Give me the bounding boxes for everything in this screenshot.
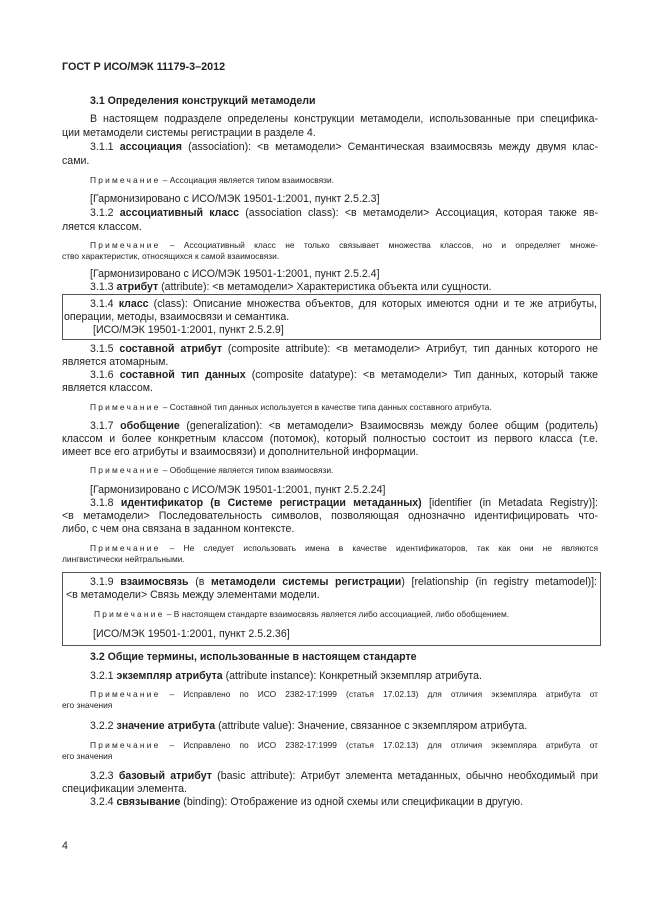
note-3-1-7: Примечание – Обобщение является типом взаимосвязи. (90, 465, 334, 475)
term-3-1-4-cont: операции, методы, взаимосвязи и семантика. (64, 311, 290, 323)
term-3-1-2-cont: ляется классом. (62, 221, 142, 233)
term-3-1-9-cont: <в метамодели> Связь между элементами модели. (66, 589, 320, 601)
ref-3-1-7: [Гармонизировано с ИСО/МЭК 19501-1:2001, пункт 2.5.2.24] (90, 484, 386, 496)
term-3-1-8: 3.1.8 идентификатор (в Системе регистрации метаданных) [identifier (in Metadata Registry)]: (90, 497, 598, 509)
note-3-2-2-cont: его значения (62, 751, 113, 761)
note-3-1-8-cont: лингвистически нейтральными. (62, 554, 185, 564)
term-3-1-7: 3.1.7 обобщение (generalization): <в метамодели> Взаимосвязь между более общим (родитель) (90, 420, 598, 432)
ref-3-1-9: [ИСО/МЭК 19501-1:2001, пункт 2.5.2.36] (93, 628, 290, 640)
term-3-1-6-cont: является классом. (62, 382, 153, 394)
term-3-1-8-cont-2: либо, с чем она связана в заданном контексте. (62, 523, 295, 535)
note-3-1-2: Примечание – Ассоциативный класс не только связывает множества классов, но и определяет множе- (90, 240, 598, 250)
term-3-1-1-cont: сами. (62, 155, 90, 167)
note-3-2-1-cont: его значения (62, 700, 113, 710)
term-3-1-7-cont-2: имеет все его атрибуты и взаимосвязи) и дополнительной информации. (62, 446, 419, 458)
page-number: 4 (62, 840, 68, 852)
term-3-1-9: 3.1.9 взаимосвязь (в метамодели системы регистрации) [relationship (in registry metamodel)]: (90, 576, 597, 588)
section-3-2-title: 3.2 Общие термины, использованные в настоящем стандарте (90, 651, 417, 663)
ref-3-1-1: [Гармонизировано с ИСО/МЭК 19501-1:2001, пункт 2.5.2.3] (90, 193, 380, 205)
intro-line-2: ции метамодели системы регистрации в разделе 4. (62, 127, 316, 139)
intro-line-1: В настоящем подразделе определены конструкции метамодели, использованные при специфика- (90, 113, 598, 125)
note-3-1-1: Примечание – Ассоциация является типом взаимосвязи. (90, 175, 335, 185)
note-3-1-2-cont: ство характеристик, относящихся к самой взаимосвязи. (62, 251, 280, 261)
term-3-2-3-cont: спецификации элемента. (62, 783, 187, 795)
term-3-2-2: 3.2.2 значение атрибута (attribute value): Значение, связанное с экземпляром атрибута. (90, 720, 528, 732)
note-3-2-2: Примечание – Исправлено по ИСО 2382-17:1999 (статья 17.02.13) для отличия экземпляра атрибута от (90, 740, 598, 750)
term-3-2-3: 3.2.3 базовый атрибут (basic attribute): Атрибут элемента метаданных, обычно необходимый при (90, 770, 598, 782)
term-3-1-7-cont-1: классом и более конкретным классом (потомок), который полностью состоит из первого класса (т.е. (62, 433, 598, 445)
term-3-1-8-cont-1: <в метамодели> Последовательность символов, позволяющая однозначно идентифицировать что- (62, 510, 598, 522)
term-3-1-5-cont: является атомарным. (62, 356, 169, 368)
term-3-1-4: 3.1.4 класс (class): Описание множества объектов, для которых имеются одни и те же атрибуты, (90, 298, 597, 310)
term-3-2-4: 3.2.4 связывание (binding): Отображение из одной схемы или спецификации в другую. (90, 796, 524, 808)
ref-3-1-4: [ИСО/МЭК 19501-1:2001, пункт 2.5.2.9] (93, 324, 284, 336)
term-3-1-2: 3.1.2 ассоциативный класс (association class): <в метамодели> Ассоциация, которая также яв- (90, 207, 598, 219)
term-3-1-3: 3.1.3 атрибут (attribute): <в метамодели> Характеристика объекта или сущности. (90, 281, 492, 293)
note-3-1-9: Примечание – В настоящем стандарте взаимосвязь является либо ассоциацией, либо обобщением. (94, 609, 510, 619)
document-header: ГОСТ Р ИСО/МЭК 11179-3–2012 (62, 61, 226, 73)
section-3-1-title: 3.1 Определения конструкций метамодели (90, 95, 316, 107)
ref-3-1-2: [Гармонизировано с ИСО/МЭК 19501-1:2001, пункт 2.5.2.4] (90, 268, 380, 280)
term-3-1-1: 3.1.1 ассоциация (association): <в метамодели> Семантическая взаимосвязь между двумя клас- (90, 141, 598, 153)
term-3-1-6: 3.1.6 составной тип данных (composite datatype): <в метамодели> Тип данных, который также (90, 369, 599, 381)
term-3-1-5: 3.1.5 составной атрибут (composite attribute): <в метамодели> Атрибут, тип данных которого не (90, 343, 598, 355)
note-3-1-8: Примечание – Не следует использовать имена в качестве идентификаторов, так как они не являются (90, 543, 598, 553)
note-3-2-1: Примечание – Исправлено по ИСО 2382-17:1999 (статья 17.02.13) для отличия экземпляра атрибута от (90, 689, 598, 699)
term-3-2-1: 3.2.1 экземпляр атрибута (attribute instance): Конкретный экземпляр атрибута. (90, 670, 482, 682)
note-3-1-6: Примечание – Составной тип данных используется в качестве типа данных составного атрибута. (90, 402, 492, 412)
